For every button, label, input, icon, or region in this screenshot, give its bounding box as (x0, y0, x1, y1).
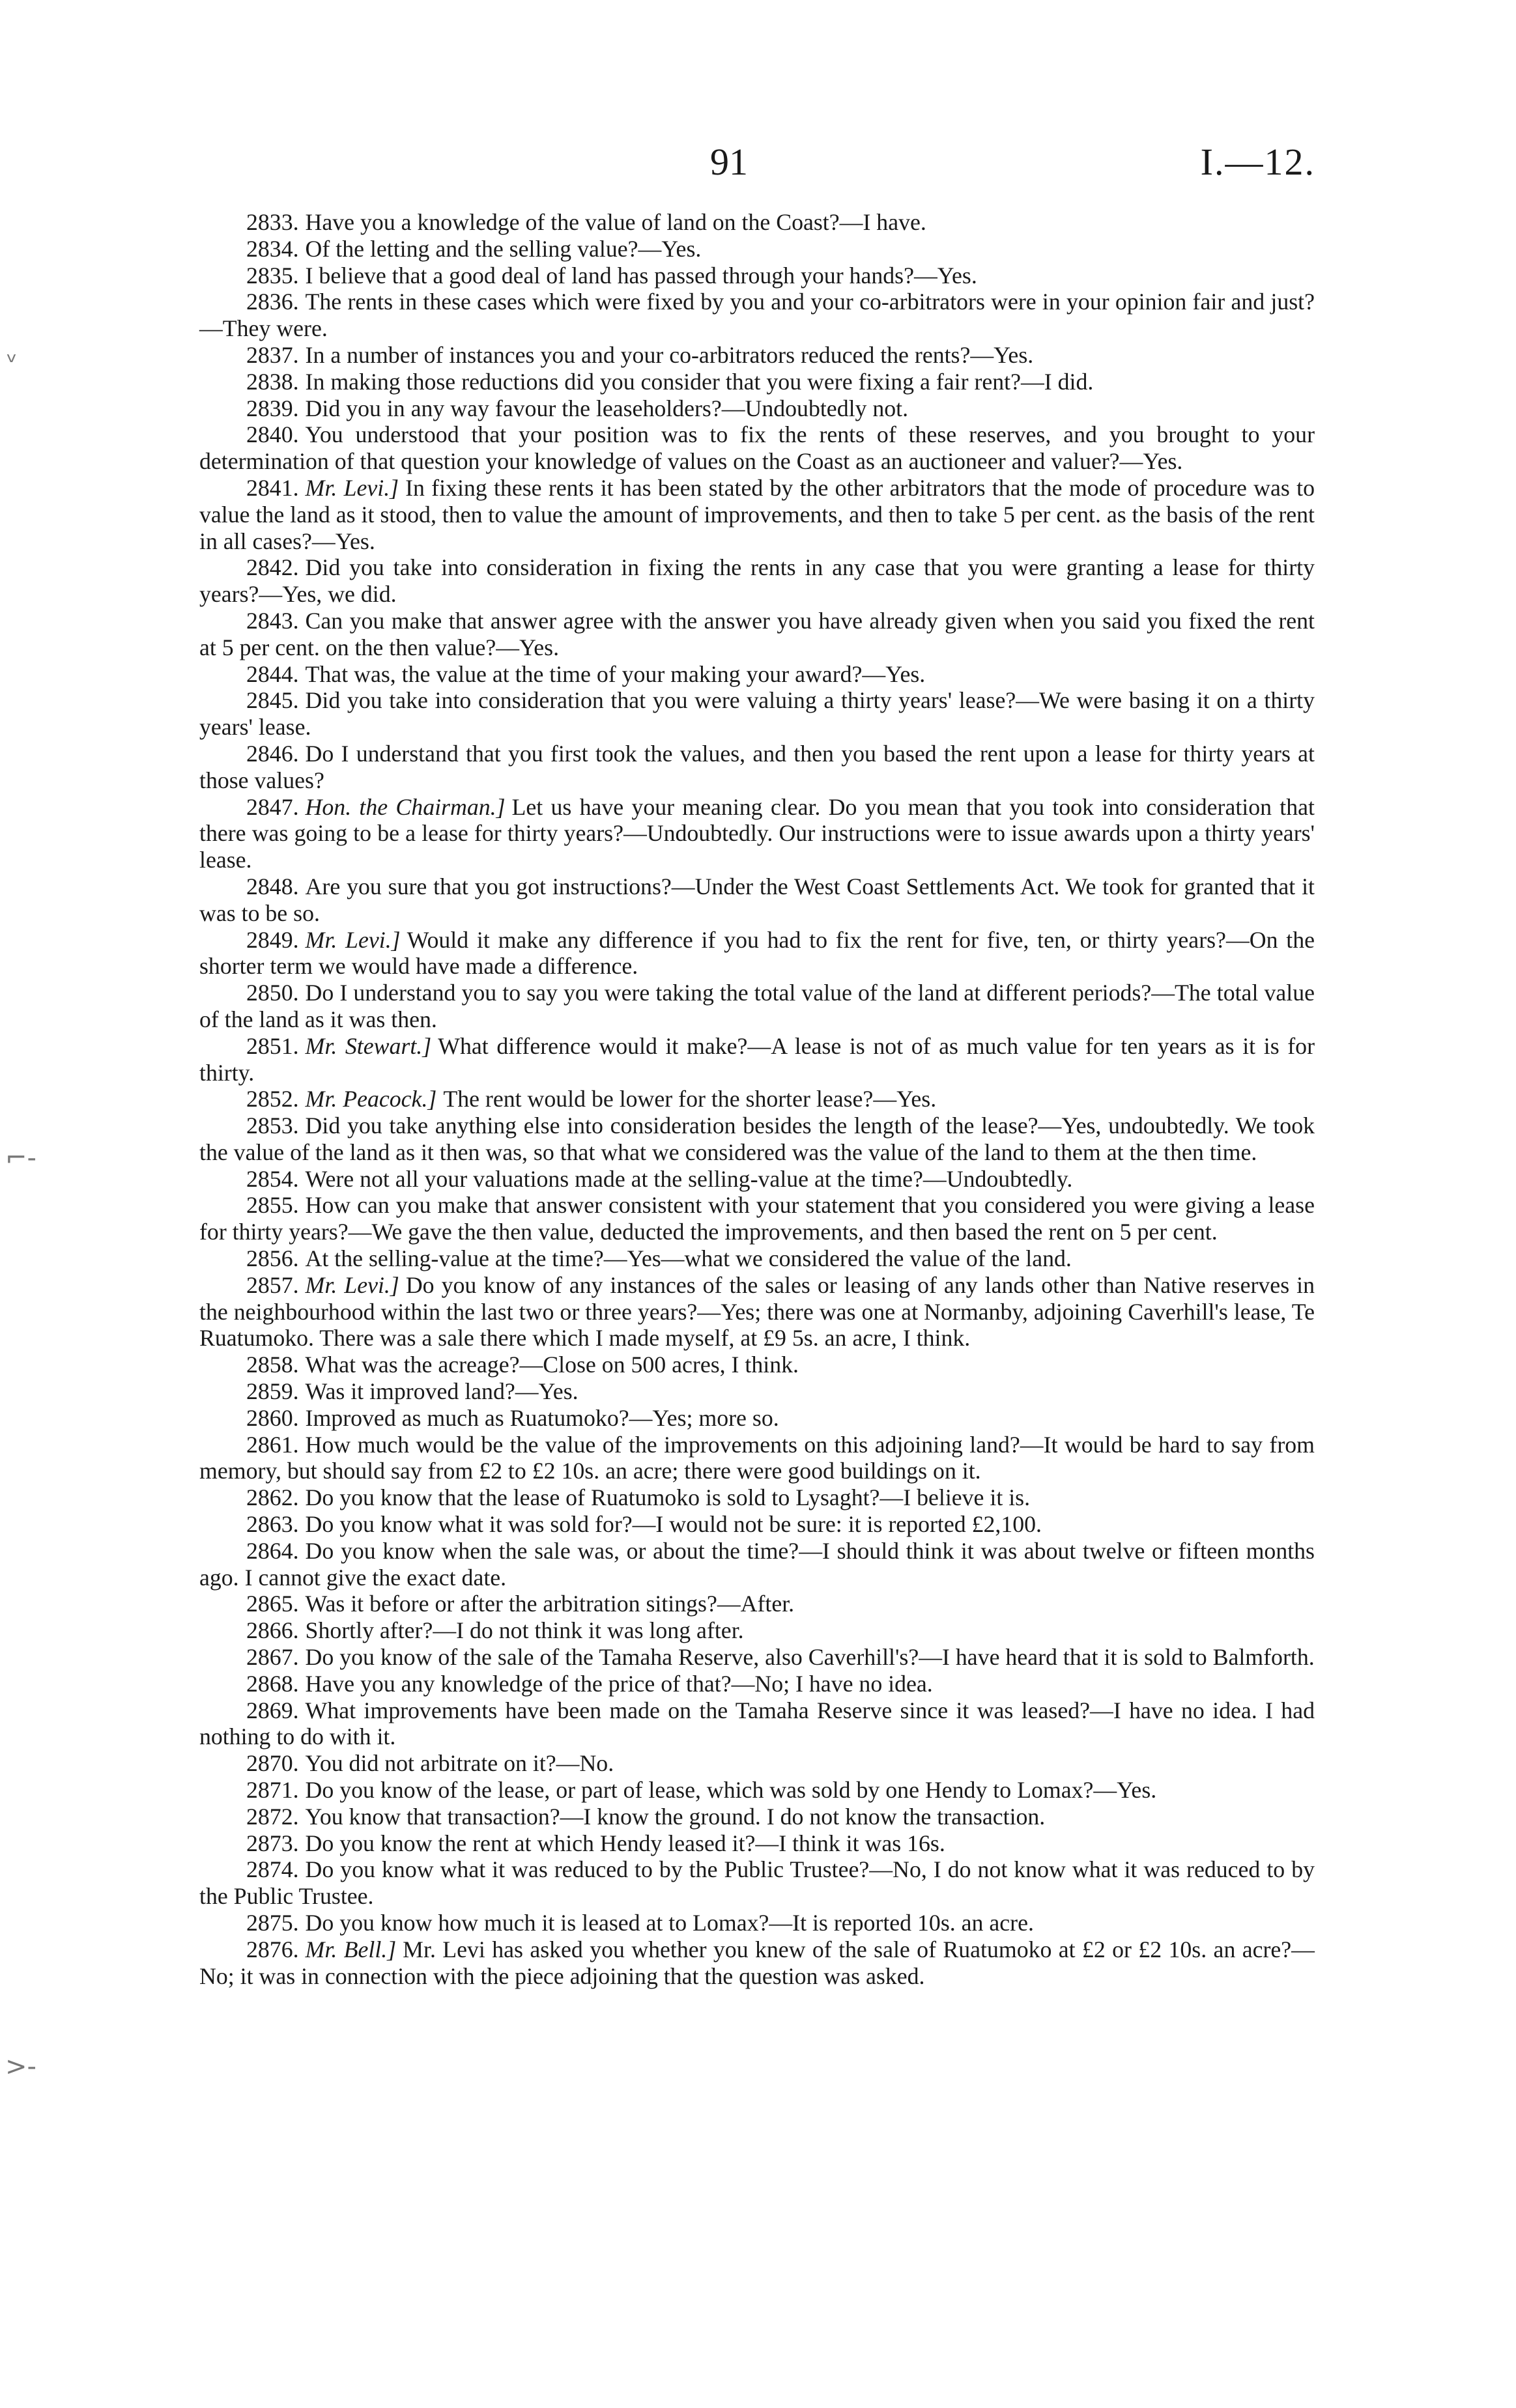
testimony-paragraph (199, 1671, 1315, 1697)
question-number: 2833. (246, 209, 299, 235)
question-text: In fixing these rents it has been stated by the other arbitrators that the mode of procedure was to value the land as it stood, then to value the amount of improvements, and then to take 5 per cent. as the basis of the rent in all cases?—Yes. (199, 474, 1315, 554)
question-number: 2842. (246, 554, 299, 581)
question-number: 2850. (246, 980, 299, 1006)
speaker-name: Mr. Levi.] (305, 926, 401, 953)
question-number: 2864. (246, 1537, 299, 1564)
question-text: Have you any knowledge of the price of that?—No; I have no idea. (305, 1670, 933, 1697)
testimony-paragraph (199, 289, 1315, 342)
speaker-name: Mr. Levi.] (305, 1271, 399, 1298)
testimony-paragraph (199, 262, 1315, 289)
question-number: 2845. (246, 687, 299, 714)
testimony-paragraph (199, 1644, 1315, 1671)
question-number: 2844. (246, 660, 299, 687)
testimony-paragraph (199, 1272, 1315, 1352)
question-number: 2846. (246, 740, 299, 767)
speaker-name: Mr. Peacock.] (305, 1086, 437, 1112)
question-text: Were not all your valuations made at the selling-value at the time?—Undoubtedly. (305, 1165, 1073, 1192)
question-number: 2849. (246, 926, 299, 953)
question-number: 2848. (246, 873, 299, 899)
question-number: 2835. (246, 262, 299, 289)
question-number: 2856. (246, 1245, 299, 1272)
testimony-paragraph (199, 661, 1315, 688)
question-text: Did you in any way favour the leaseholders?—Undoubtedly not. (305, 395, 909, 421)
testimony-paragraph (199, 1538, 1315, 1591)
question-text: Have you a knowledge of the value of land on the Coast?—I have. (305, 209, 926, 235)
question-number: 2855. (246, 1192, 299, 1219)
testimony-paragraph (199, 1617, 1315, 1644)
question-number: 2869. (246, 1697, 299, 1723)
question-text: Can you make that answer agree with the answer you have already given when you said you fixed the rent at 5 per cent. on the then value?—Yes. (199, 607, 1315, 660)
testimony-paragraph (199, 794, 1315, 873)
testimony-paragraph (199, 421, 1315, 475)
testimony-paragraph (199, 1166, 1315, 1193)
speaker-name: Hon. the Chairman.] (305, 793, 506, 820)
testimony-paragraph (199, 1033, 1315, 1086)
question-text: Do you know what it was sold for?—I would not be sure: it is reported £2,100. (305, 1511, 1042, 1538)
question-number: 2853. (246, 1112, 299, 1139)
question-number: 2837. (246, 341, 299, 368)
question-text: In making those reductions did you consider that you were fixing a fair rent?—I did. (305, 368, 1094, 395)
question-text: Do I understand that you first took the values, and then you based the rent upon a lease for thirty years at those values? (199, 740, 1315, 793)
question-text: What improvements have been made on the Tamaha Reserve since it was leased?—I have no idea. I had nothing to do with it. (199, 1697, 1315, 1750)
margin-mark: ⌐- (5, 1143, 36, 1173)
question-text: Do you know of any instances of the sales or leasing of any lands other than Native reserves in the neighbourhood within the last two or three years?—Yes; there was one at Normanby, adjoining Caverhill's lease, Te Ruatumoko. There was a sale there which I made myself, at £9 5s. an acre, I think. (199, 1271, 1315, 1352)
question-text: Do you know that the lease of Ruatumoko is sold to Lysaght?—I believe it is. (305, 1484, 1031, 1511)
question-text: Let us have your meaning clear. Do you mean that you took into consideration that there was going to be a lease for thirty years?—Undoubtedly. Our instructions were to issue awards upon a thirty years' lease. (199, 793, 1315, 873)
document-code: I.—12. (1200, 141, 1315, 183)
testimony-paragraph (199, 1245, 1315, 1272)
question-number: 2873. (246, 1830, 299, 1856)
testimony-paragraph (199, 980, 1315, 1033)
testimony-paragraph (199, 1112, 1315, 1166)
speaker-name: Mr. Bell.] (305, 1936, 397, 1962)
question-text: Shortly after?—I do not think it was long after. (305, 1617, 744, 1644)
question-number: 2834. (246, 235, 299, 262)
question-text: How can you make that answer consistent with your statement that you considered you were giving a lease for thirty years?—We gave the then value, deducted the improvements, and then based the rent on 5 per cent. (199, 1192, 1315, 1245)
question-text: At the selling-value at the time?—Yes—what we considered the value of the land. (305, 1245, 1072, 1272)
question-text: Do you know how much it is leased at to Lomax?—It is reported 10s. an acre. (305, 1910, 1034, 1936)
question-number: 2859. (246, 1378, 299, 1405)
testimony-paragraph (199, 1591, 1315, 1617)
question-text: The rent would be lower for the shorter lease?—Yes. (443, 1086, 937, 1112)
testimony-paragraph (199, 687, 1315, 741)
question-text: Was it before or after the arbitration sitings?—After. (305, 1591, 795, 1617)
testimony-paragraph (199, 554, 1315, 608)
question-text: Was it improved land?—Yes. (305, 1378, 579, 1405)
question-number: 2852. (246, 1086, 299, 1112)
question-number: 2847. (246, 793, 299, 820)
question-number: 2870. (246, 1750, 299, 1777)
question-text: Do you know the rent at which Hendy leased it?—I think it was 16s. (305, 1830, 945, 1856)
question-number: 2851. (246, 1032, 299, 1059)
testimony-paragraph (199, 1192, 1315, 1245)
question-number: 2838. (246, 368, 299, 395)
question-text: How much would be the value of the improvements on this adjoining land?—It would be hard to say from memory, but should say from £2 to £2 10s. an acre; there were good buildings on it. (199, 1431, 1315, 1484)
testimony-paragraph (199, 395, 1315, 422)
question-text: The rents in these cases which were fixed by you and your co-arbitrators were in your opinion fair and just?—They were. (199, 289, 1315, 342)
question-text: Would it make any difference if you had to fix the rent for five, ten, or thirty years?—On the shorter term we would have made a difference. (199, 926, 1315, 980)
margin-mark: >- (5, 2052, 36, 2082)
question-text: Of the letting and the selling value?—Yes. (305, 235, 702, 262)
question-text: Do you know when the sale was, or about the time?—I should think it was about twelve or fifteen months ago. I cannot give the exact date. (199, 1537, 1315, 1591)
testimony-paragraph (199, 1910, 1315, 1936)
page-header (0, 127, 1516, 186)
question-number: 2860. (246, 1404, 299, 1431)
question-number: 2871. (246, 1777, 299, 1804)
question-number: 2872. (246, 1803, 299, 1830)
question-number: 2841. (246, 474, 299, 501)
question-text: You know that transaction?—I know the ground. I do not know the transaction. (305, 1803, 1046, 1830)
speaker-name: Mr. Stewart.] (305, 1032, 432, 1059)
question-text: I believe that a good deal of land has passed through your hands?—Yes. (305, 262, 977, 289)
testimony-paragraph (199, 236, 1315, 262)
testimony-paragraph (199, 342, 1315, 369)
testimony-body (199, 209, 1315, 1989)
question-text: Are you sure that you got instructions?—Under the West Coast Settlements Act. We took for granted that it was to be so. (199, 873, 1315, 926)
question-number: 2843. (246, 607, 299, 634)
question-number: 2865. (246, 1591, 299, 1617)
question-number: 2876. (246, 1936, 299, 1962)
question-text: In a number of instances you and your co-arbitrators reduced the rents?—Yes. (305, 341, 1034, 368)
question-number: 2868. (246, 1670, 299, 1697)
question-number: 2874. (246, 1856, 299, 1883)
testimony-paragraph (199, 1405, 1315, 1432)
testimony-paragraph (199, 927, 1315, 980)
testimony-paragraph (199, 608, 1315, 661)
question-number: 2858. (246, 1352, 299, 1378)
question-text: You understood that your position was to fix the rents of these reserves, and you brought to your determination of that question your knowledge of values on the Coast as an auctioneer and valuer?—Yes. (199, 421, 1315, 475)
testimony-paragraph (199, 1511, 1315, 1538)
margin-mark: ᵥ (7, 339, 18, 369)
question-number: 2861. (246, 1431, 299, 1458)
testimony-paragraph (199, 1086, 1315, 1112)
testimony-paragraph (199, 1484, 1315, 1511)
question-text: Did you take into consideration that you were valuing a thirty years' lease?—We were basing it on a thirty years' lease. (199, 687, 1315, 741)
question-text: Did you take anything else into consideration besides the length of the lease?—Yes, undoubtedly. We took the value of the land as it then was, so that what we considered was the value of the land to them at the then time. (199, 1112, 1315, 1165)
question-text: What difference would it make?—A lease is not of as much value for ten years as it is for thirty. (199, 1032, 1315, 1086)
question-number: 2862. (246, 1484, 299, 1511)
testimony-paragraph (199, 1432, 1315, 1485)
testimony-paragraph (199, 1830, 1315, 1857)
testimony-paragraph (199, 209, 1315, 236)
question-text: Mr. Levi has asked you whether you knew of the sale of Ruatumoko at £2 or £2 10s. an acre?—No; it was in connection with the piece adjoining that the question was asked. (199, 1936, 1315, 1989)
question-number: 2839. (246, 395, 299, 421)
question-number: 2866. (246, 1617, 299, 1644)
testimony-paragraph (199, 1777, 1315, 1804)
testimony-paragraph (199, 369, 1315, 395)
testimony-paragraph (199, 1352, 1315, 1378)
question-number: 2875. (246, 1910, 299, 1936)
question-text: Do you know of the sale of the Tamaha Reserve, also Caverhill's?—I have heard that it is sold to Balmforth. (305, 1644, 1315, 1671)
testimony-paragraph (199, 873, 1315, 927)
question-number: 2867. (246, 1644, 299, 1671)
testimony-paragraph (199, 741, 1315, 794)
question-number: 2854. (246, 1165, 299, 1192)
question-text: Do you know what it was reduced to by the Public Trustee?—No, I do not know what it was reduced to by the Public Trustee. (199, 1856, 1315, 1910)
question-number: 2840. (246, 421, 299, 448)
testimony-paragraph (199, 1856, 1315, 1910)
question-text: Do I understand you to say you were taking the total value of the land at different periods?—The total value of the land as it was then. (199, 980, 1315, 1032)
page-number: 91 (710, 141, 748, 183)
question-text: What was the acreage?—Close on 500 acres, I think. (305, 1352, 799, 1378)
question-number: 2863. (246, 1511, 299, 1538)
question-number: 2836. (246, 289, 299, 315)
testimony-paragraph (199, 1697, 1315, 1751)
testimony-paragraph (199, 1750, 1315, 1777)
question-number: 2857. (246, 1271, 299, 1298)
question-text: That was, the value at the time of your making your award?—Yes. (305, 660, 926, 687)
question-text: You did not arbitrate on it?—No. (305, 1750, 614, 1777)
testimony-paragraph (199, 475, 1315, 554)
question-text: Improved as much as Ruatumoko?—Yes; more so. (305, 1404, 779, 1431)
testimony-paragraph (199, 1804, 1315, 1830)
question-text: Do you know of the lease, or part of lease, which was sold by one Hendy to Lomax?—Yes. (305, 1777, 1157, 1804)
question-text: Did you take into consideration in fixing the rents in any case that you were granting a lease for thirty years?—Yes, we did. (199, 554, 1315, 608)
testimony-paragraph (199, 1378, 1315, 1405)
testimony-paragraph (199, 1936, 1315, 1990)
speaker-name: Mr. Levi.] (305, 474, 399, 501)
